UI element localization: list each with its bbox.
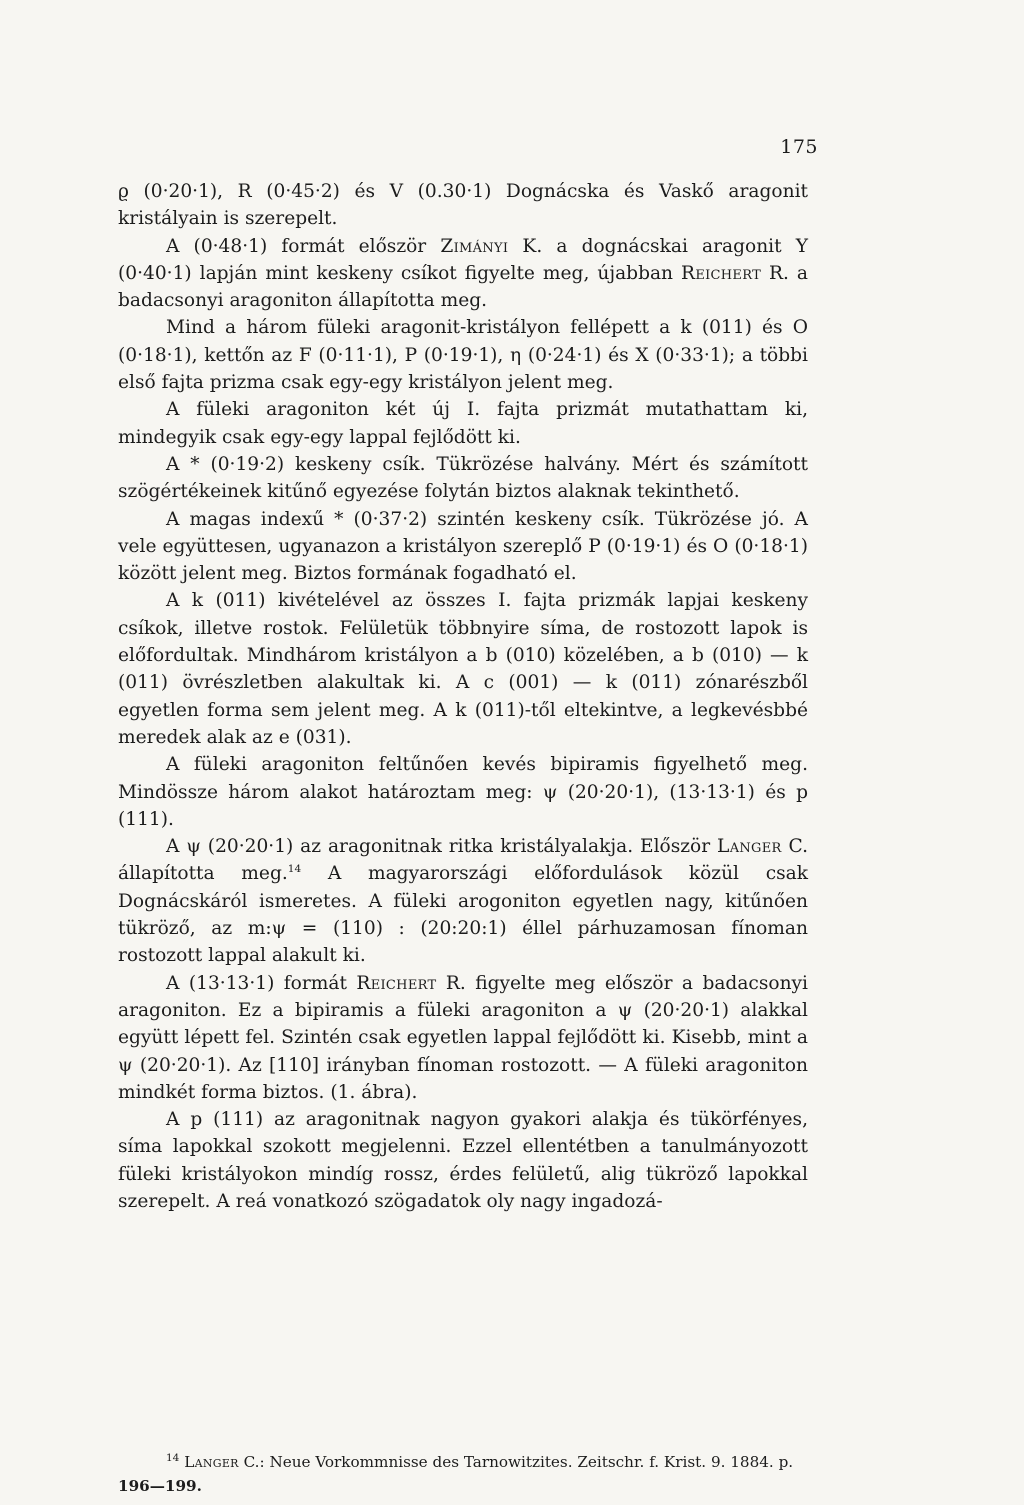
author-name: Langer [717, 836, 782, 858]
footnote-pages: 196—199. [118, 1477, 202, 1495]
body-text [118, 178, 808, 1215]
footnote-author: Langer [184, 1453, 239, 1471]
footnote: $^{14}$ Langer C.: Neue Vorkommnisse des Tarnowitzites. Zeitschr. f. Krist. 9. 1884. p. 196—199. [118, 1451, 794, 1495]
footnote-number: 14 [166, 1451, 180, 1464]
paragraph: A (0·48·1) formát először Zimányi K. a dognácskai aragonit Y (0·40·1) lapján mint keskeny csíkot figyelte meg, újabban Reichert R. a badacsonyi aragoniton állapította meg. [118, 235, 808, 312]
paragraph: A magas indexű * (0·37·2) szintén keskeny csík. Tükrözése jó. A vele együttesen, ugyanazon a kristályon szereplő P (0·19·1) és O (0·18·1) között jelent meg. Biztos formának fogadható el. [118, 508, 808, 585]
paragraph: Mind a három füleki aragonit-kristályon fellépett a k (011) és O (0·18·1), kettőn az F (0·11·1), P (0·19·1), η (0·24·1) és X (0·33·1); a többi első fajta prizma csak egy-egy kristályon jelent meg. [118, 317, 808, 394]
paragraph: A ψ (20·20·1) az aragonitnak ritka kristályalakja. Először Langer C. állapította meg.$^{14}$ A magyarországi előfordulások közül csak Dognácskáról ismeretes. A füleki arogoniton egyetlen nagy, kitűnően tükröző, az m:ψ = (110) : (20:20:1) éllel párhuzamosan fínoman rostozott lappal alakult ki. [118, 836, 809, 967]
footnote-reference: 14 [287, 863, 302, 876]
paragraph: A füleki aragoniton két új I. fajta prizmát mutathattam ki, mindegyik csak egy-egy lappal fejlődött ki. [118, 399, 808, 448]
footnotes [118, 1450, 808, 1498]
paragraph: A k (011) kivételével az összes I. fajta prizmák lapjai keskeny csíkok, illetve rostok. Felületük többnyire síma, de rostozott lapok is előfordultak. Mindhárom kristályon a b (010) közelében, a b (010) — k (011) övrészletben alakultak ki. A c (001) — k (011) zónarészből egyetlen forma sem jelent meg. A k (011)-től eltekintve, a legkevésbbé meredek alak az e (031). [118, 590, 808, 748]
author-name: Zimányi [440, 235, 509, 257]
paragraph: A p (111) az aragonitnak nagyon gyakori alakja és tükörfényes, síma lapokkal szokott megjelenni. Ezzel ellentétben a tanulmányozott füleki kristályokon mindíg rossz, érdes felületű, alig tükröző lapokkal szerepelt. A reá vonatkozó szögadatok oly nagy ingadozá- [118, 1109, 808, 1212]
paragraph: ϱ (0·20·1), R (0·45·2) és V (0.30·1) Dognácska és Vaskő aragonit kristályain is szerepelt. [118, 181, 808, 230]
page-number: 175 [780, 136, 818, 158]
author-name: Reichert [356, 972, 437, 994]
paragraph: A (13·13·1) formát Reichert R. figyelte meg először a badacsonyi aragoniton. Ez a bipiramis a füleki aragoniton a ψ (20·20·1) alakkal együtt lépett fel. Szintén csak egyetlen lappal fejlődött ki. Kisebb, mint a ψ (20·20·1). Az [110] irányban fínoman rostozott. — A füleki aragoniton mindkét forma biztos. (1. ábra). [118, 972, 808, 1103]
paragraph: A füleki aragoniton feltűnően kevés bipiramis figyelhető meg. Mindössze három alakot határoztam meg: ψ (20·20·1), (13·13·1) és p (111). [118, 754, 808, 830]
author-name: Reichert [681, 262, 762, 284]
paragraph: A * (0·19·2) keskeny csík. Tükrözése halvány. Mért és számított szögértékeinek kitűnő egyezése folytán biztos alaknak tekinthető. [118, 453, 808, 503]
